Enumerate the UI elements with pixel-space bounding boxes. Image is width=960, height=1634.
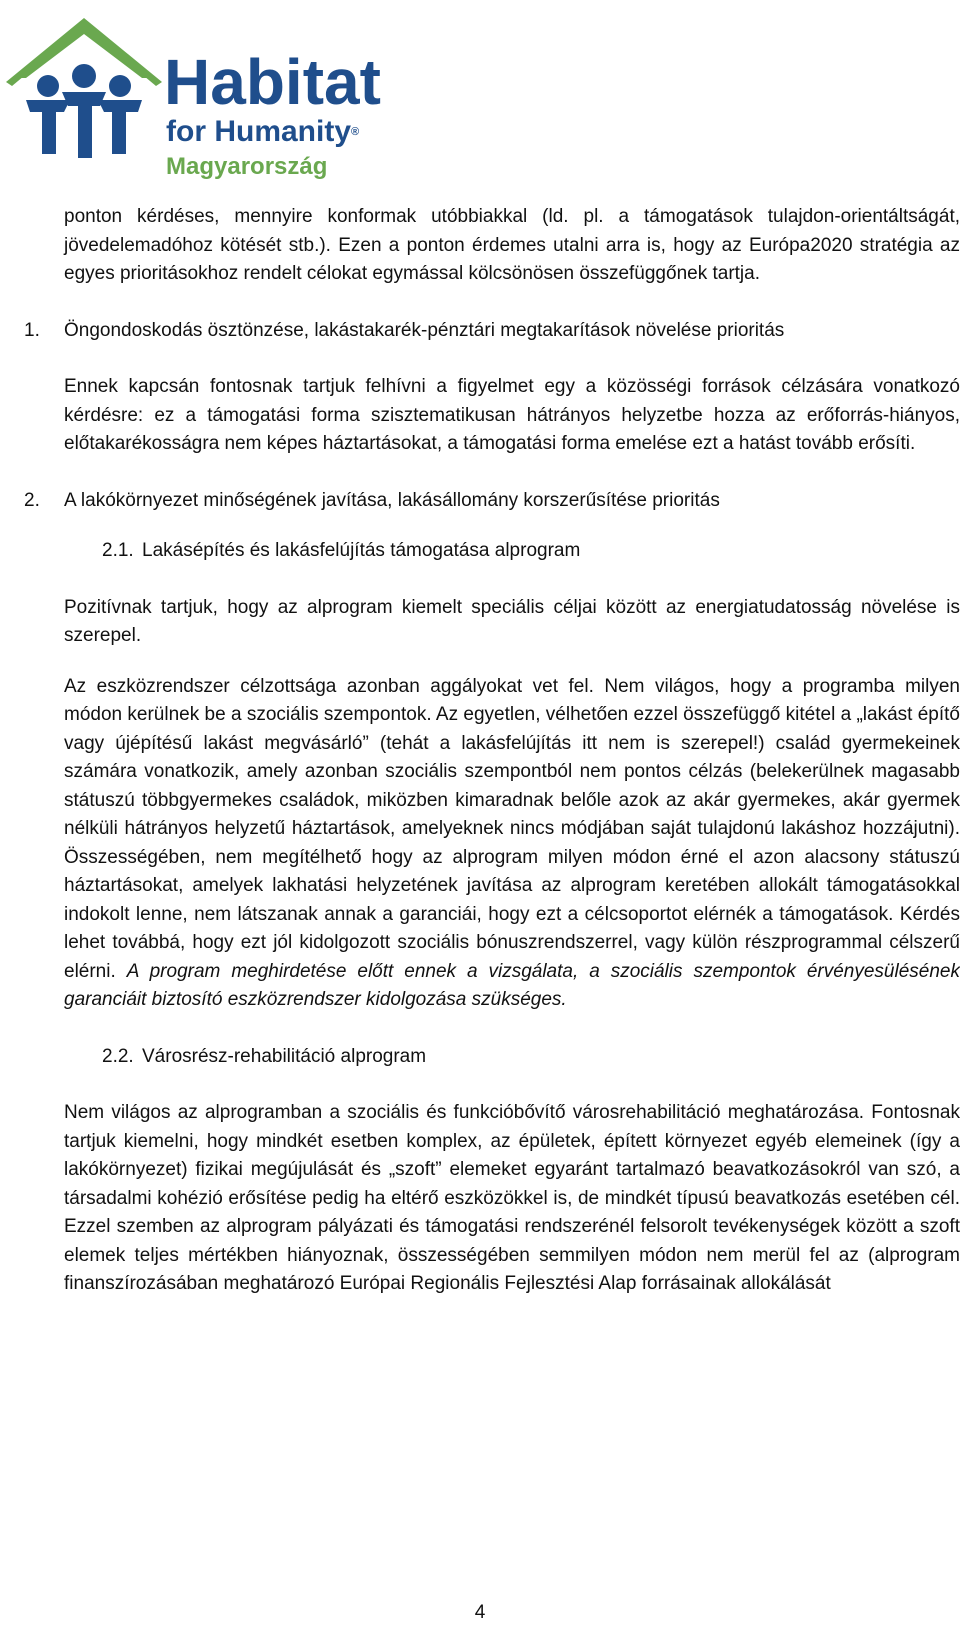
subsection-number: 2.2. [102,1045,134,1067]
page-number: 4 [474,1602,486,1623]
section-number: 2. [24,489,40,511]
section-title: Öngondoskodás ösztönzése, lakástakarék-pénztári megtakarítások növelése prioritás [64,319,785,341]
section-number: 1. [24,319,40,341]
section-heading-2 [24,487,960,516]
paragraph: Nem világos az alprogramban a szociális és funkcióbővítő városrehabilitáció meghatározása. Fontosnak tartjuk kiemelni, hogy mindkét esetben komplex, az épületek, épített környezet egyéb elemeinek (így a lakókörnyezet) fizikai megújulását és „szoft” elemeket egyaránt tartalmazó beavatkozásokról van szó, a társadalmi kohézió erősítése pedig ha eltérő eszközökkel is, de mindkét típusú beavatkozás esetében cél. Ezzel szemben az alprogram pályázati és támogatási rendszerénél felsorolt tevékenységek között a szoft elemek teljes mértékben hiányoznak, összességében semmilyen módon nem merül fel az (alprogram finanszírozásában meghatározó Európai Regionális Fejlesztési Alap forrásainak allokálását [64,1102,960,1295]
paragraph: Ennek kapcsán fontosnak tartjuk felhívni a figyelmet egy a közösségi források célzására vonatkozó kérdésre: ez a támogatási forma szisztematikusan hátrányos helyzetbe hozza az erőforrás-hiányos, előtakarékosságra nem képes háztartásokat, a támogatási forma emelése ezt a hatást tovább erősíti. [64,376,960,455]
document-body [24,203,960,1299]
section-heading-1 [24,317,960,346]
section-title: A lakókörnyezet minőségének javítása, lakásállomány korszerűsítése prioritás [64,489,720,511]
registered-mark: ® [351,126,360,138]
paragraph-emphasis: A program meghirdetése előtt ennek a vizsgálata, a szociális szempontok érvényesülésének garanciáit biztosító eszközrendszer kidolgozása szükséges. [64,960,960,1011]
logo-for-humanity-text [166,116,359,148]
subsection-number: 2.1. [102,540,134,562]
subsection-title: Városrész-rehabilitáció alprogram [142,1045,427,1067]
logo-country-text: Magyarország [166,153,328,180]
logo-for-humanity-words: for Humanity [166,115,352,148]
logo-habitat-text: Habitat [164,46,381,118]
subsection-heading-2-2 [64,1043,960,1072]
subsection-title: Lakásépítés és lakásfelújítás támogatása alprogram [142,540,581,562]
paragraph [64,673,960,1015]
habitat-logo [6,16,386,180]
paragraph: Pozitívnak tartjuk, hogy az alprogram kiemelt speciális céljai között az energiatudatosság növelése is szerepel. [64,596,960,647]
intro-paragraph: ponton kérdéses, mennyire konformak utóbbiakkal (ld. pl. a támogatások tulajdon-orientáltságát, jövedelemadóhoz kötését stb.). Ezen a ponton érdemes utalni arra is, hogy az Európa2020 stratégia az egyes prioritásokhoz rendelt célokat egymással kölcsönösen összefüggőnek tartja. [64,206,960,285]
subsection-heading-2-1 [64,537,960,566]
house-figures-icon [6,16,166,166]
paragraph-text: Az eszközrendszer célzottsága azonban aggályokat vet fel. Nem világos, hogy a programba milyen módon kerülnek be a szociális szempontok. Az egyetlen, vélhetően ezzel összefüggő kitétel a „lakást építő vagy újépítésű lakást megvásárló” (tehát a lakásfelújítás itt nem is szerepel!) család gyermekeinek számára vonatkozik, amely azonban szociális szempontból nem pontos célzás (belekerülnek magasabb státuszú többgyermekes családok, miközben kimaradnak belőle azok az akár gyermekes, akár gyermek nélküli hátrányos helyzetű háztartások, amelyeknek nincs módjában saját tulajdonú lakáshoz hozzájutni). Összességében, nem megítélhető hogy az alprogram milyen módon érné el azon alacsony státuszú háztartásokat, amelyek lakhatási helyzetének javítása az alprogram keretében allokált támogatásokkal indokolt lenne, nem látszanak annak a garanciái, hogy ezt a célcsoportot elérnék a támogatások. Kérdés lehet továbbá, hogy ezt jól kidolgozott szociális bónuszrendszerrel, vagy külön részprogrammal célszerű elérni. [64,675,960,982]
